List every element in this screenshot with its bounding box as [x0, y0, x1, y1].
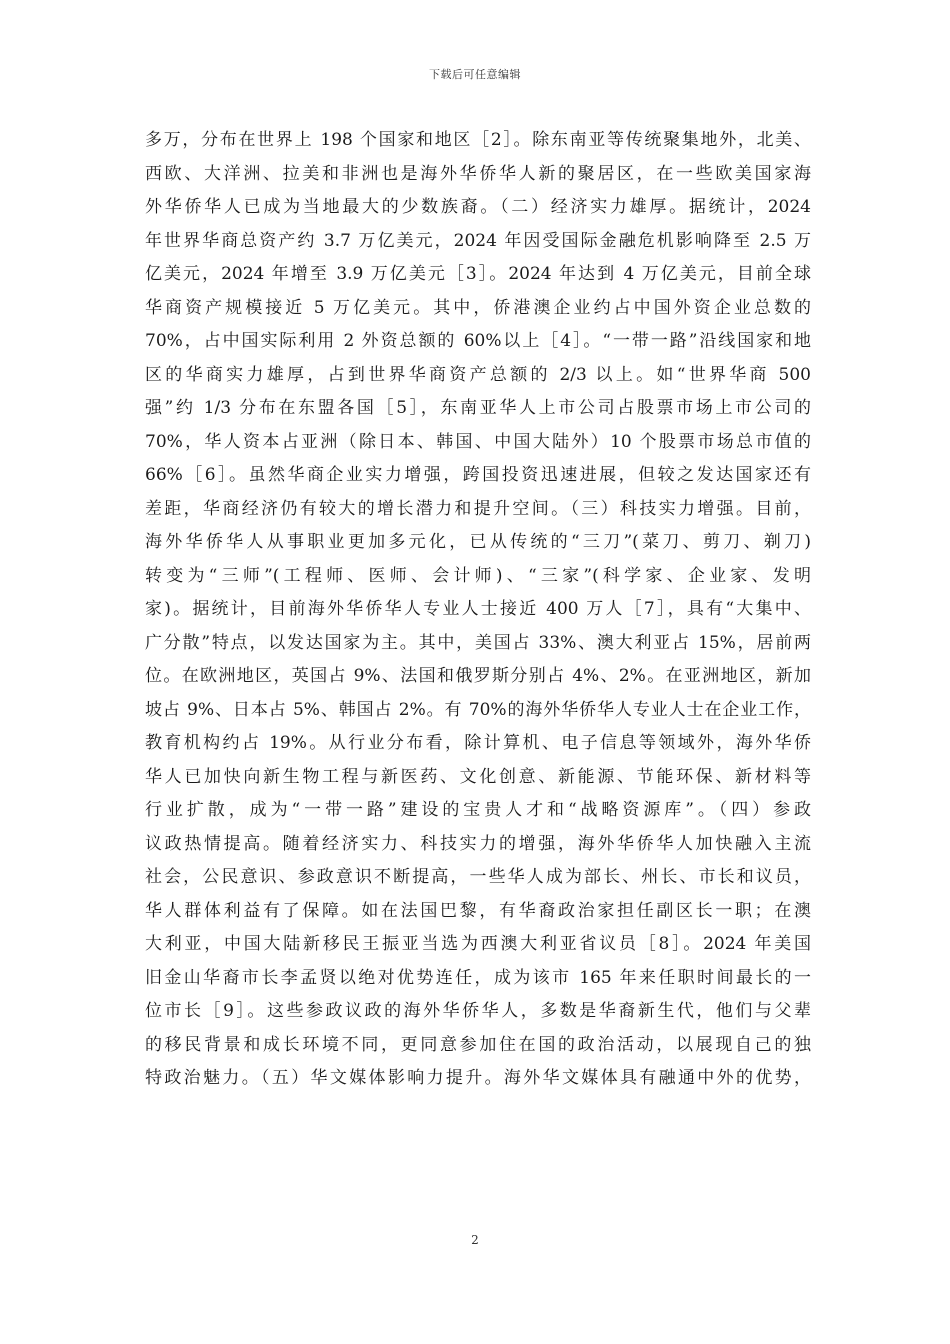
text-line: 位。在欧洲地区，英国占 9%、法国和俄罗斯分别占 4%、2%。在亚洲地区，新加	[145, 666, 811, 686]
text-line: 位市长［9］。这些参政议政的海外华侨华人，多数是华裔新生代，他们与父辈	[145, 1001, 811, 1021]
text-line: 教育机构约占 19%。从行业分布看，除计算机、电子信息等领域外，海外华侨	[145, 733, 811, 753]
text-line: 强”约 1/3 分布在东盟各国［5］，东南亚华人上市公司占股票市场上市公司的	[145, 398, 811, 418]
text-line: 70%，占中国实际利用 2 外资总额的 60%以上［4］。“一带一路”沿线国家和地	[145, 331, 811, 351]
text-line: 广分散”特点，以发达国家为主。其中，美国占 33%、澳大利亚占 15%，居前两	[145, 632, 811, 653]
text-line: 年世界华商总资产约 3.7 万亿美元，2024 年因受国际金融危机影响降至 2.5 万	[145, 230, 811, 251]
text-line: 旧金山华裔市长李孟贤以绝对优势连任，成为该市 165 年来任职时间最长的一	[145, 967, 811, 988]
text-line: 行业扩散，成为“一带一路”建设的宝贵人才和“战略资源库”。（四）参政	[145, 800, 811, 820]
text-line: 的移民背景和成长环境不同，更同意参加住在国的政治活动，以展现自己的独	[145, 1034, 811, 1055]
text-line: 华人已加快向新生物工程与新医药、文化创意、新能源、节能环保、新材料等	[145, 766, 811, 787]
body-text	[145, 124, 811, 1096]
text-line: 差距，华商经济仍有较大的增长潜力和提升空间。（三）科技实力增强。目前，	[145, 498, 811, 519]
text-line: 坡占 9%、日本占 5%、韩国占 2%。有 70%的海外华侨华人专业人士在企业工作，	[145, 699, 811, 720]
text-line: 区的华商实力雄厚，占到世界华商资产总额的 2/3 以上。如“世界华商 500	[145, 364, 811, 385]
text-line: 特政治魅力。（五）华文媒体影响力提升。海外华文媒体具有融通中外的优势，	[145, 1068, 811, 1088]
text-line: 亿美元，2024 年增至 3.9 万亿美元［3］。2024 年达到 4 万亿美元，目前全球	[145, 264, 811, 284]
text-line: 66%［6］。虽然华商企业实力增强，跨国投资迅速进展，但较之发达国家还有	[145, 465, 811, 485]
text-line: 西欧、大洋洲、拉美和非洲也是海外华侨华人新的聚居区，在一些欧美国家海	[145, 163, 811, 184]
text-line: 家)。据统计，目前海外华侨华人专业人士接近 400 万人［7］，具有“大集中、	[145, 599, 811, 619]
text-line: 多万，分布在世界上 198 个国家和地区［2］。除东南亚等传统聚集地外，北美、	[145, 130, 811, 150]
text-line: 70%，华人资本占亚洲（除日本、韩国、中国大陆外）10 个股票市场总市值的	[145, 431, 811, 452]
text-line: 海外华侨华人从事职业更加多元化，已从传统的“三刀”(菜刀、剪刀、剃刀)	[145, 532, 811, 552]
text-line: 社会，公民意识、参政意识不断提高，一些华人成为部长、州长、市长和议员，	[145, 867, 811, 887]
text-line: 华人群体利益有了保障。如在法国巴黎，有华裔政治家担任副区长一职；在澳	[145, 900, 811, 921]
text-line: 华商资产规模接近 5 万亿美元。其中，侨港澳企业约占中国外资企业总数的	[145, 297, 811, 318]
text-line: 大利亚，中国大陆新移民王振亚当选为西澳大利亚省议员［8］。2024 年美国	[145, 934, 811, 954]
text-line: 转变为“三师”(工程师、医师、会计师)、“三家”(科学家、企业家、发明	[145, 565, 811, 586]
text-line: 议政热情提高。随着经济实力、科技实力的增强，海外华侨华人加快融入主流	[145, 833, 811, 854]
page-header: 下载后可任意编辑	[429, 68, 521, 81]
page-number: 2	[471, 1233, 479, 1247]
text-line: 外华侨华人已成为当地最大的少数族裔。（二）经济实力雄厚。据统计，2024	[145, 197, 811, 217]
